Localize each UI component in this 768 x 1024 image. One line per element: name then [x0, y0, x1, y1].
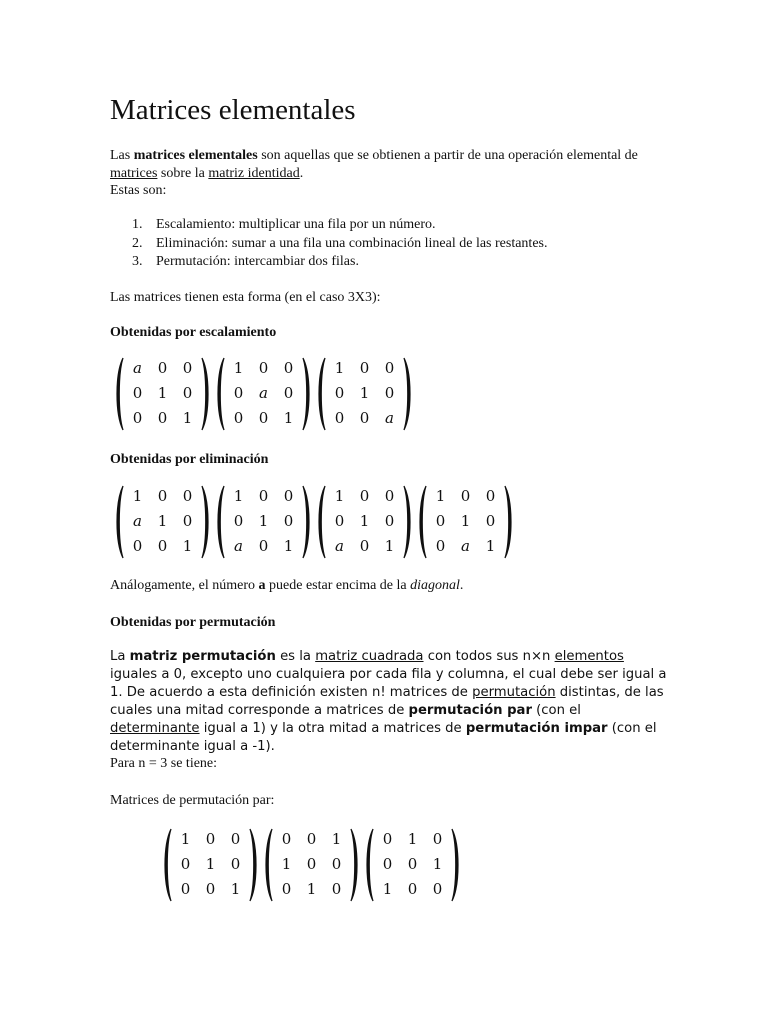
analog-text: puede estar encima de la: [265, 578, 411, 593]
intro-text: Las: [110, 148, 134, 163]
left-paren: [315, 484, 327, 560]
matrix-cell: 1: [334, 486, 345, 505]
matrix-grid: [173, 827, 248, 903]
analog-text: .: [459, 578, 464, 593]
matrix: [315, 484, 414, 560]
intro-line3: Estas son:: [110, 183, 167, 198]
matrix-grid: [226, 484, 301, 560]
matrix-cell: 0: [485, 486, 496, 505]
matrix-cell: 0: [283, 383, 294, 402]
right-paren: [301, 484, 313, 560]
matrix-cell: 1: [384, 536, 395, 555]
heading-escalamiento: Obtenidas por escalamiento: [110, 325, 277, 340]
link-permutacion[interactable]: permutación: [472, 685, 556, 700]
matrix-cell: 1: [359, 383, 370, 402]
left-paren: [113, 484, 125, 560]
analog-bold: a: [258, 578, 266, 593]
matrix-cell: 1: [283, 536, 294, 555]
perm-text: (con el determinante igual a -1).: [110, 721, 657, 754]
operations-list: [110, 216, 547, 272]
left-paren: [262, 827, 274, 903]
matrix-cell: 0: [182, 358, 193, 377]
matrix-cell: 0: [432, 829, 443, 848]
matrix-cell: a: [133, 511, 142, 530]
left-paren: [363, 827, 375, 903]
matrix-cell: 1: [359, 511, 370, 530]
matrix-cell: 0: [384, 383, 395, 402]
matrix-cell: a: [461, 536, 470, 555]
page-title: Matrices elementales: [110, 94, 356, 126]
matrix: [161, 827, 260, 903]
matrix: [113, 356, 212, 432]
matrix-cell: 0: [331, 879, 342, 898]
matrix-cell: 0: [283, 486, 294, 505]
matrix-cell: 1: [182, 408, 193, 427]
matrix-grid: [226, 356, 301, 432]
perm-text: (con el: [531, 703, 581, 718]
matrix-cell: 1: [485, 536, 496, 555]
perm-bold: permutación par: [408, 703, 532, 718]
right-paren: [301, 356, 313, 432]
matrix-cell: 1: [460, 511, 471, 530]
matrix-cell: 0: [258, 358, 269, 377]
matrix-grid: [125, 484, 200, 560]
right-paren: [200, 356, 212, 432]
matrix-grid: [274, 827, 349, 903]
matrix-cell: 0: [281, 879, 292, 898]
matrix-cell: 0: [182, 511, 193, 530]
link-elementos[interactable]: elementos: [554, 649, 624, 664]
perm-bold: matriz permutación: [129, 649, 276, 664]
list-item-text: Escalamiento: multiplicar una fila por un número.: [156, 217, 436, 232]
list-item: [110, 235, 547, 254]
matrix-cell: 0: [233, 383, 244, 402]
forma-text: Las matrices tienen esta forma (en el caso 3X3):: [110, 290, 381, 305]
perm-text: igual a 1) y la otra mitad a matrices de: [199, 721, 466, 736]
matrix-cell: 0: [233, 511, 244, 530]
matrix: [214, 484, 313, 560]
matrix: [416, 484, 515, 560]
right-paren: [503, 484, 515, 560]
heading-eliminacion: Obtenidas por eliminación: [110, 452, 269, 467]
list-item-text: Permutación: intercambiar dos filas.: [156, 254, 359, 269]
matrix-cell: 0: [205, 879, 216, 898]
matrix-cell: 0: [331, 854, 342, 873]
matrix-cell: 1: [157, 383, 168, 402]
perm-text: distintas, de las cuales una mitad corresponde a matrices de: [110, 685, 664, 718]
right-paren: [349, 827, 361, 903]
matrices-escalamiento: [113, 356, 416, 432]
matrix-grid: [375, 827, 450, 903]
matrix-cell: 1: [233, 358, 244, 377]
matrix-cell: 0: [182, 383, 193, 402]
matrix-cell: 0: [306, 829, 317, 848]
matrix-cell: 0: [359, 536, 370, 555]
matrix-cell: 1: [132, 486, 143, 505]
list-item: [110, 216, 547, 235]
matrix: [262, 827, 361, 903]
matrix-cell: a: [234, 536, 243, 555]
matrix-cell: 0: [384, 486, 395, 505]
matrix-grid: [125, 356, 200, 432]
matrix-cell: 0: [334, 408, 345, 427]
matrix: [214, 356, 313, 432]
intro-text: son aquellas que se obtienen a partir de una operación elemental de: [257, 148, 638, 163]
matrix-cell: 1: [230, 879, 241, 898]
intro-paragraph: [110, 147, 670, 200]
matrix-grid: [428, 484, 503, 560]
perm-text: es la: [275, 649, 316, 664]
matrix-cell: 1: [306, 879, 317, 898]
matrix-cell: 0: [432, 879, 443, 898]
matrix-grid: [327, 356, 402, 432]
matrix-cell: 0: [157, 358, 168, 377]
par-text: Matrices de permutación par:: [110, 793, 275, 808]
matrix-cell: 1: [233, 486, 244, 505]
link-matriz-identidad[interactable]: matriz identidad: [208, 165, 300, 181]
perm-text: iguales a 0, excepto uno cualquiera por cada fila y columna, el cual debe ser igual a 1. De acuerdo a esta definición existen n! matrices de: [110, 667, 667, 700]
matrix-cell: 0: [230, 854, 241, 873]
matrices-eliminacion: [113, 484, 517, 560]
matrix-cell: 0: [382, 854, 393, 873]
intro-text: sobre la: [157, 165, 209, 181]
matrix: [363, 827, 462, 903]
matrix-grid: [327, 484, 402, 560]
list-item: [110, 253, 547, 272]
perm-bold: permutación impar: [465, 721, 608, 736]
matrix-cell: 0: [205, 829, 216, 848]
matrix-cell: 0: [384, 358, 395, 377]
matrix-cell: a: [259, 383, 268, 402]
matrix-cell: 1: [281, 854, 292, 873]
matrix-cell: 1: [334, 358, 345, 377]
right-paren: [402, 484, 414, 560]
matrix-cell: 0: [281, 829, 292, 848]
left-paren: [214, 484, 226, 560]
matrix-cell: 0: [233, 408, 244, 427]
matrix-cell: 0: [435, 536, 446, 555]
list-number: 3.: [132, 254, 143, 269]
link-determinante[interactable]: determinante: [110, 721, 200, 736]
matrix-cell: 0: [180, 879, 191, 898]
matrix-cell: 0: [132, 408, 143, 427]
matrix-cell: 0: [230, 829, 241, 848]
list-number: 1.: [132, 217, 143, 232]
matrix-cell: 1: [283, 408, 294, 427]
matrices-permutacion-par: [161, 827, 464, 903]
n3-text: Para n = 3 se tiene:: [110, 756, 218, 771]
matrix-cell: 0: [283, 511, 294, 530]
matrix-cell: 1: [382, 879, 393, 898]
right-paren: [200, 484, 212, 560]
matrix-cell: 0: [283, 358, 294, 377]
analog-text: Análogamente, el número: [110, 578, 259, 593]
matrix-cell: 0: [359, 408, 370, 427]
right-paren: [248, 827, 260, 903]
matrix-cell: 1: [435, 486, 446, 505]
matrix-cell: 0: [157, 486, 168, 505]
matrix-cell: 1: [258, 511, 269, 530]
intro-text: .: [299, 165, 304, 181]
matrix-cell: 0: [382, 829, 393, 848]
matrix-cell: a: [385, 408, 394, 427]
left-paren: [315, 356, 327, 432]
matrix-cell: 0: [407, 879, 418, 898]
analog-paragraph: [110, 577, 670, 595]
left-paren: [416, 484, 428, 560]
matrix-cell: 0: [180, 854, 191, 873]
matrix-cell: 0: [157, 408, 168, 427]
matrix-cell: 1: [205, 854, 216, 873]
matrix-cell: 1: [157, 511, 168, 530]
matrix-cell: 0: [258, 486, 269, 505]
list-item-text: Eliminación: sumar a una fila una combinación lineal de las restantes.: [156, 235, 548, 251]
matrix-cell: 1: [180, 829, 191, 848]
matrix-cell: 1: [331, 829, 342, 848]
left-paren: [161, 827, 173, 903]
permutation-paragraph: [110, 648, 670, 756]
left-paren: [214, 356, 226, 432]
matrix-cell: a: [335, 536, 344, 555]
matrix-cell: 1: [432, 854, 443, 873]
analog-italic: diagonal: [410, 578, 460, 593]
matrix-cell: 0: [384, 511, 395, 530]
heading-permutacion: Obtenidas por permutación: [110, 615, 276, 630]
right-paren: [402, 356, 414, 432]
matrix-cell: 0: [460, 486, 471, 505]
perm-text: La: [110, 649, 130, 664]
matrix-cell: 1: [182, 536, 193, 555]
perm-text: con todos sus n×n: [423, 649, 555, 664]
link-matrices[interactable]: matrices: [110, 165, 158, 181]
matrix-cell: 0: [359, 486, 370, 505]
matrix-cell: 1: [407, 829, 418, 848]
matrix-cell: 0: [258, 536, 269, 555]
matrix-cell: 0: [157, 536, 168, 555]
matrix-cell: 0: [334, 511, 345, 530]
matrix-cell: 0: [258, 408, 269, 427]
matrix-cell: 0: [359, 358, 370, 377]
intro-bold-term: matrices elementales: [133, 148, 258, 163]
matrix: [113, 484, 212, 560]
list-number: 2.: [132, 235, 143, 251]
matrix-cell: 0: [485, 511, 496, 530]
matrix-cell: 0: [407, 854, 418, 873]
matrix-cell: 0: [132, 536, 143, 555]
matrix-cell: 0: [306, 854, 317, 873]
matrix-cell: 0: [182, 486, 193, 505]
link-matriz-cuadrada[interactable]: matriz cuadrada: [315, 649, 424, 664]
right-paren: [450, 827, 462, 903]
matrix-cell: a: [133, 358, 142, 377]
matrix: [315, 356, 414, 432]
left-paren: [113, 356, 125, 432]
matrix-cell: 0: [435, 511, 446, 530]
matrix-cell: 0: [132, 383, 143, 402]
matrix-cell: 0: [334, 383, 345, 402]
